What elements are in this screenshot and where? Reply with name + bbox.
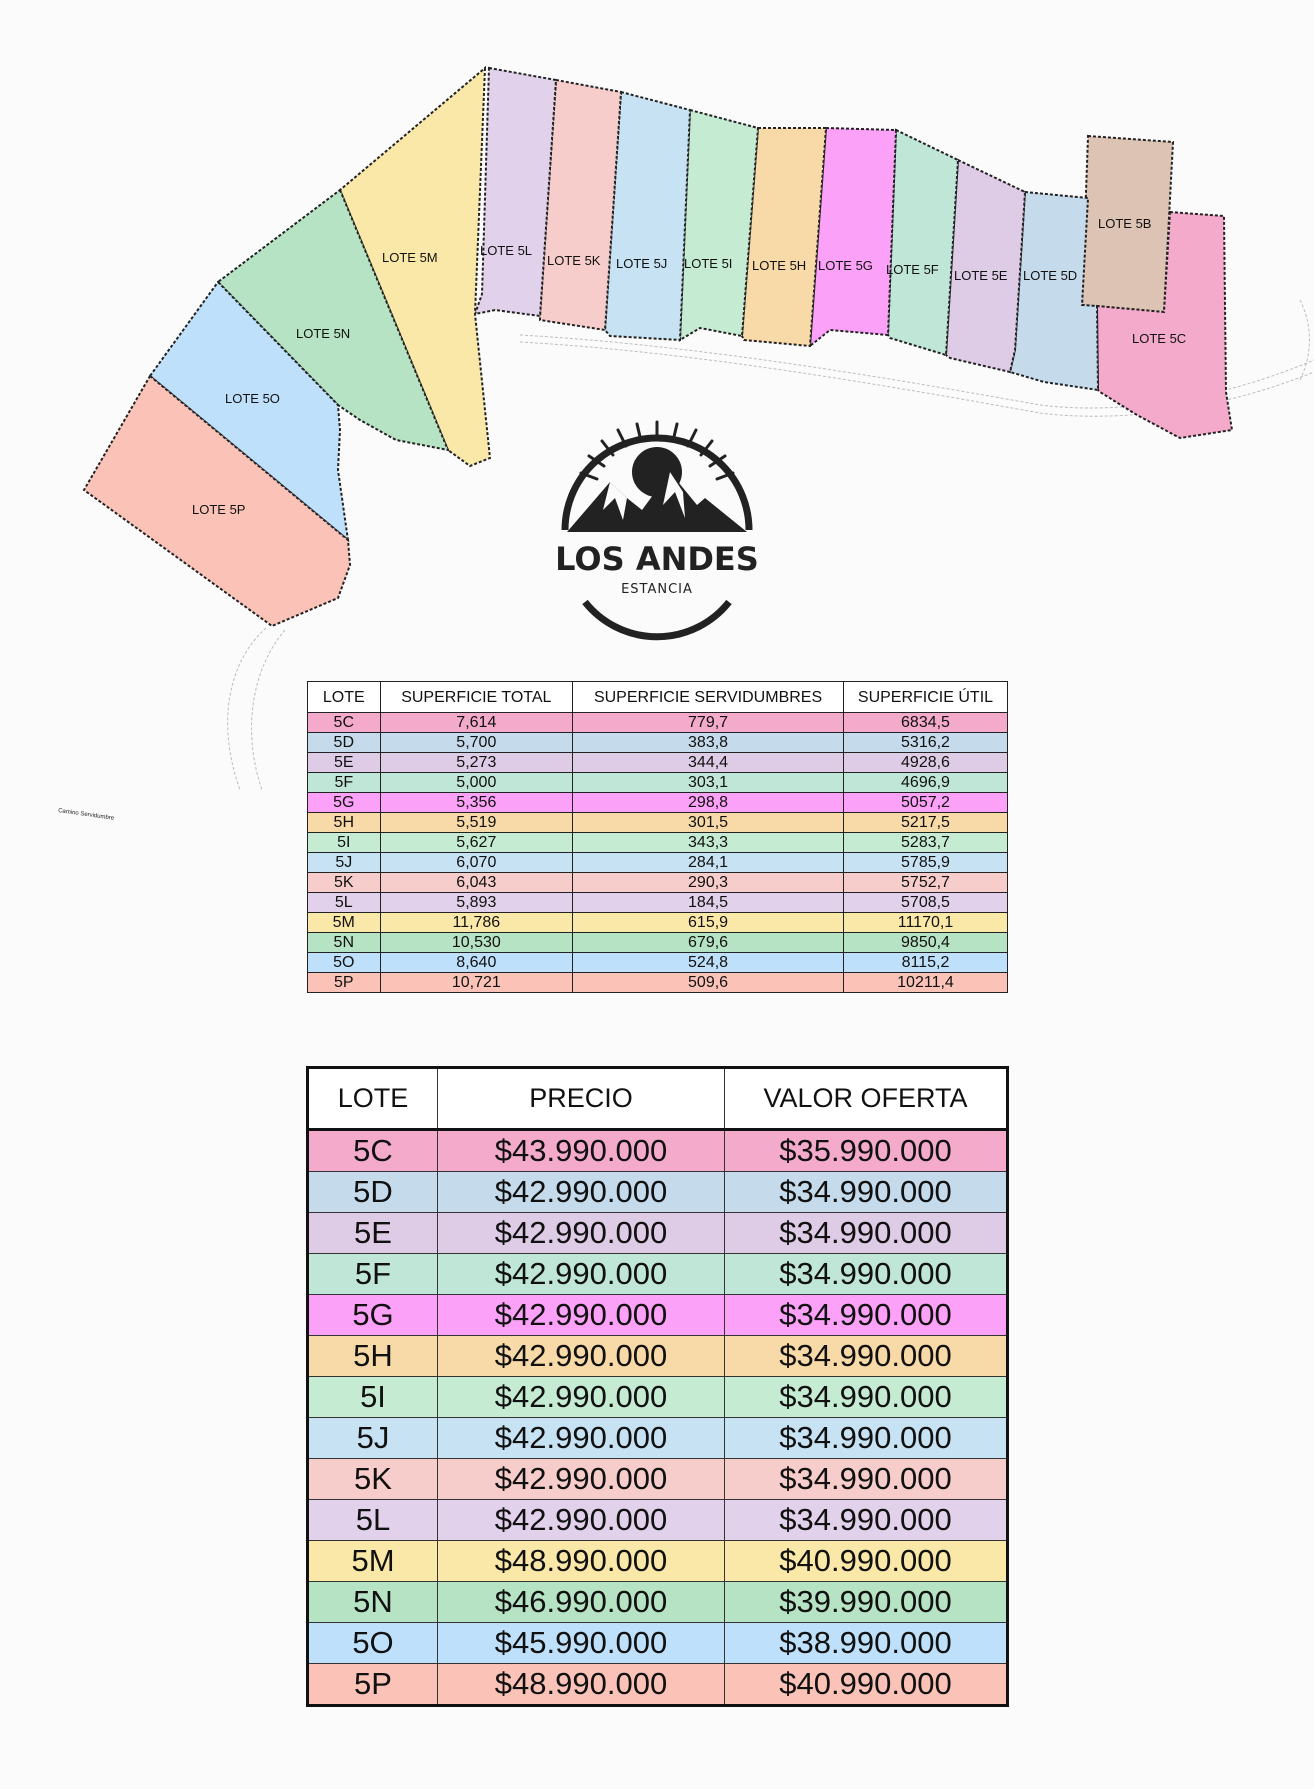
surface-cell-total: 5,700 — [380, 733, 573, 753]
price-cell-precio: $42.990.000 — [438, 1336, 725, 1377]
brand-logo — [545, 410, 769, 624]
price-cell-lote: 5D — [308, 1172, 438, 1213]
price-cell-lote: 5J — [308, 1418, 438, 1459]
price-cell-precio: $45.990.000 — [438, 1623, 725, 1664]
surface-row-5i — [308, 833, 1008, 853]
surface-cell-lote: 5L — [308, 893, 381, 913]
lot-label-5p: LOTE 5P — [192, 502, 246, 517]
surface-cell-serv: 301,5 — [573, 813, 844, 833]
lot-label-5i: LOTE 5I — [684, 256, 733, 271]
price-cell-lote: 5O — [308, 1623, 438, 1664]
price-row-5c — [308, 1130, 1008, 1172]
surface-row-5e — [308, 753, 1008, 773]
lot-label-5b: LOTE 5B — [1098, 216, 1152, 231]
price-cell-lote: 5N — [308, 1582, 438, 1623]
price-table-header — [308, 1068, 1008, 1130]
lot-label-5j: LOTE 5J — [616, 256, 668, 271]
header-superficie-util: SUPERFICIE ÚTIL — [843, 682, 1007, 713]
surface-cell-util: 4928,6 — [843, 753, 1007, 773]
lot-label-5l: LOTE 5L — [480, 243, 533, 258]
header-superficie-total: SUPERFICIE TOTAL — [380, 682, 573, 713]
price-cell-oferta: $34.990.000 — [725, 1172, 1008, 1213]
surface-row-5m — [308, 913, 1008, 933]
price-row-5l — [308, 1500, 1008, 1541]
surface-row-5g — [308, 793, 1008, 813]
lot-label-5d: LOTE 5D — [1023, 268, 1078, 283]
price-cell-lote: 5G — [308, 1295, 438, 1336]
surface-cell-total: 10,530 — [380, 933, 573, 953]
price-row-5f — [308, 1254, 1008, 1295]
price-row-5h — [308, 1336, 1008, 1377]
surface-cell-total: 5,000 — [380, 773, 573, 793]
price-cell-lote: 5I — [308, 1377, 438, 1418]
price-cell-lote: 5K — [308, 1459, 438, 1500]
price-row-5o — [308, 1623, 1008, 1664]
surface-cell-util: 9850,4 — [843, 933, 1007, 953]
surface-cell-lote: 5I — [308, 833, 381, 853]
price-cell-oferta: $34.990.000 — [725, 1500, 1008, 1541]
surface-cell-util: 4696,9 — [843, 773, 1007, 793]
lot-label-5h: LOTE 5H — [752, 258, 807, 273]
surface-cell-total: 10,721 — [380, 973, 573, 993]
surface-row-5o — [308, 953, 1008, 973]
surface-cell-util: 5283,7 — [843, 833, 1007, 853]
surface-cell-total: 6,043 — [380, 873, 573, 893]
surface-table — [307, 681, 1008, 993]
lot-label-5k: LOTE 5K — [547, 253, 601, 268]
surface-row-5l — [308, 893, 1008, 913]
surface-cell-serv: 509,6 — [573, 973, 844, 993]
header-superficie-servidumbres: SUPERFICIE SERVIDUMBRES — [573, 682, 844, 713]
price-cell-precio: $42.990.000 — [438, 1254, 725, 1295]
surface-cell-serv: 524,8 — [573, 953, 844, 973]
price-row-5d — [308, 1172, 1008, 1213]
surface-row-5n — [308, 933, 1008, 953]
price-cell-precio: $48.990.000 — [438, 1664, 725, 1706]
brand-name: LOS ANDES — [555, 540, 759, 578]
surface-cell-util: 10211,4 — [843, 973, 1007, 993]
surface-cell-lote: 5E — [308, 753, 381, 773]
lot-label-5g: LOTE 5G — [818, 258, 873, 273]
lot-label-5n: LOTE 5N — [296, 326, 351, 341]
price-row-5e — [308, 1213, 1008, 1254]
lot-label-5o: LOTE 5O — [225, 391, 280, 406]
surface-row-5c — [308, 713, 1008, 733]
surface-row-5d — [308, 733, 1008, 753]
surface-cell-util: 11170,1 — [843, 913, 1007, 933]
lot-5f[interactable] — [888, 130, 958, 355]
price-cell-lote: 5M — [308, 1541, 438, 1582]
surface-row-5h — [308, 813, 1008, 833]
surface-cell-total: 5,893 — [380, 893, 573, 913]
surface-cell-total: 6,070 — [380, 853, 573, 873]
lot-label-5c: LOTE 5C — [1132, 331, 1187, 346]
header-valor-oferta: VALOR OFERTA — [725, 1068, 1008, 1130]
price-row-5i — [308, 1377, 1008, 1418]
price-row-5j — [308, 1418, 1008, 1459]
surface-cell-serv: 679,6 — [573, 933, 844, 953]
surface-cell-total: 5,273 — [380, 753, 573, 773]
price-cell-lote: 5E — [308, 1213, 438, 1254]
surface-cell-serv: 298,8 — [573, 793, 844, 813]
price-cell-lote: 5H — [308, 1336, 438, 1377]
price-row-5p — [308, 1664, 1008, 1706]
surface-cell-total: 8,640 — [380, 953, 573, 973]
price-cell-oferta: $40.990.000 — [725, 1664, 1008, 1706]
price-cell-oferta: $34.990.000 — [725, 1213, 1008, 1254]
surface-cell-util: 5752,7 — [843, 873, 1007, 893]
lot-label-5e: LOTE 5E — [954, 268, 1008, 283]
surface-cell-lote: 5J — [308, 853, 381, 873]
surface-cell-lote: 5P — [308, 973, 381, 993]
price-cell-precio: $42.990.000 — [438, 1459, 725, 1500]
price-cell-oferta: $38.990.000 — [725, 1623, 1008, 1664]
surface-cell-serv: 615,9 — [573, 913, 844, 933]
price-cell-oferta: $34.990.000 — [725, 1336, 1008, 1377]
price-cell-precio: $42.990.000 — [438, 1213, 725, 1254]
price-cell-lote: 5F — [308, 1254, 438, 1295]
surface-cell-serv: 303,1 — [573, 773, 844, 793]
price-cell-precio: $42.990.000 — [438, 1377, 725, 1418]
price-row-5m — [308, 1541, 1008, 1582]
surface-cell-serv: 779,7 — [573, 713, 844, 733]
surface-cell-serv: 383,8 — [573, 733, 844, 753]
surface-table-header — [308, 682, 1008, 713]
price-cell-precio: $42.990.000 — [438, 1418, 725, 1459]
surface-cell-lote: 5F — [308, 773, 381, 793]
surface-cell-lote: 5H — [308, 813, 381, 833]
price-row-5k — [308, 1459, 1008, 1500]
surface-cell-lote: 5O — [308, 953, 381, 973]
lot-label-5f: LOTE 5F — [886, 262, 939, 277]
surface-cell-lote: 5M — [308, 913, 381, 933]
price-cell-precio: $43.990.000 — [438, 1130, 725, 1172]
surface-cell-serv: 344,4 — [573, 753, 844, 773]
price-cell-oferta: $34.990.000 — [725, 1418, 1008, 1459]
price-cell-oferta: $34.990.000 — [725, 1295, 1008, 1336]
price-cell-precio: $42.990.000 — [438, 1172, 725, 1213]
header-lote: LOTE — [308, 1068, 438, 1130]
price-cell-oferta: $34.990.000 — [725, 1459, 1008, 1500]
lot-label-5m: LOTE 5M — [382, 250, 438, 265]
price-cell-precio: $46.990.000 — [438, 1582, 725, 1623]
surface-row-5f — [308, 773, 1008, 793]
surface-row-5p — [308, 973, 1008, 993]
surface-cell-serv: 184,5 — [573, 893, 844, 913]
surface-cell-serv: 290,3 — [573, 873, 844, 893]
surface-cell-util: 5785,9 — [843, 853, 1007, 873]
surface-cell-total: 5,627 — [380, 833, 573, 853]
price-row-5n — [308, 1582, 1008, 1623]
surface-cell-lote: 5D — [308, 733, 381, 753]
road-label: Camino Servidumbre — [57, 808, 115, 822]
price-cell-oferta: $34.990.000 — [725, 1254, 1008, 1295]
surface-cell-util: 5316,2 — [843, 733, 1007, 753]
surface-cell-lote: 5K — [308, 873, 381, 893]
surface-cell-lote: 5N — [308, 933, 381, 953]
surface-cell-util: 8115,2 — [843, 953, 1007, 973]
surface-cell-util: 6834,5 — [843, 713, 1007, 733]
price-cell-precio: $42.990.000 — [438, 1500, 725, 1541]
price-cell-lote: 5P — [308, 1664, 438, 1706]
price-cell-lote: 5C — [308, 1130, 438, 1172]
brand-subtitle: ESTANCIA — [621, 582, 693, 597]
price-row-5g — [308, 1295, 1008, 1336]
price-table-body — [308, 1130, 1008, 1706]
header-lote: LOTE — [308, 682, 381, 713]
price-cell-precio: $42.990.000 — [438, 1295, 725, 1336]
surface-cell-lote: 5C — [308, 713, 381, 733]
surface-cell-lote: 5G — [308, 793, 381, 813]
header-precio: PRECIO — [438, 1068, 725, 1130]
surface-cell-total: 5,519 — [380, 813, 573, 833]
surface-table-body — [308, 713, 1008, 993]
surface-cell-total: 7,614 — [380, 713, 573, 733]
lot-5e[interactable] — [946, 160, 1025, 372]
surface-row-5k — [308, 873, 1008, 893]
surface-cell-serv: 284,1 — [573, 853, 844, 873]
surface-cell-total: 11,786 — [380, 913, 573, 933]
surface-cell-util: 5217,5 — [843, 813, 1007, 833]
price-cell-oferta: $40.990.000 — [725, 1541, 1008, 1582]
surface-row-5j — [308, 853, 1008, 873]
price-cell-oferta: $35.990.000 — [725, 1130, 1008, 1172]
price-cell-oferta: $34.990.000 — [725, 1377, 1008, 1418]
price-cell-oferta: $39.990.000 — [725, 1582, 1008, 1623]
price-cell-lote: 5L — [308, 1500, 438, 1541]
surface-cell-total: 5,356 — [380, 793, 573, 813]
price-table — [306, 1066, 1009, 1707]
surface-cell-util: 5708,5 — [843, 893, 1007, 913]
price-cell-precio: $48.990.000 — [438, 1541, 725, 1582]
surface-cell-serv: 343,3 — [573, 833, 844, 853]
surface-cell-util: 5057,2 — [843, 793, 1007, 813]
